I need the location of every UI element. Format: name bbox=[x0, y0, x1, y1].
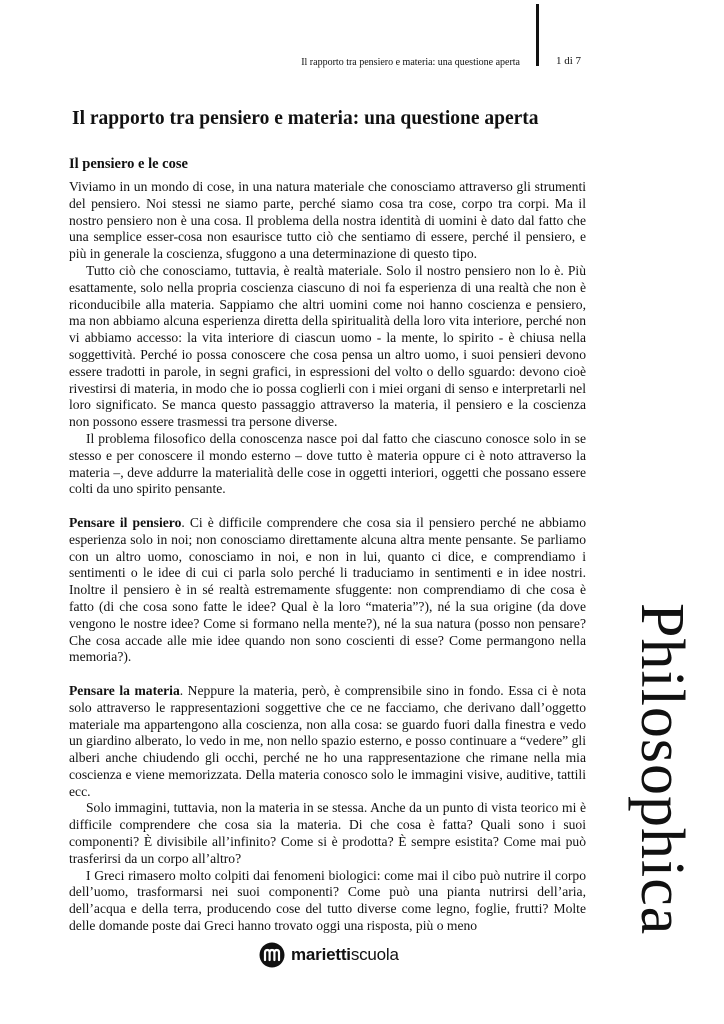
paragraph-pensare-materia bbox=[69, 683, 586, 801]
paragraph-text: . Neppure la materia, però, è comprensibile sino in fondo. Essa ci è nota solo attraverso le rappresentazioni soggettive che ce ne facciamo, che derivano dall’oggetto materiale ma appartengono alla coscienza, non alla cosa: se guardo fuori dalla finestra e vedo un giardino alberato, lo vedo in me, non nello spazio esterno, e posso continuare a “vedere” gli alberi anche chiudendo gli occhi, perché ne ho una rappresentazione che rimane nella mia coscienza e viene memorizzata. Della materia conosco solo le immagini visive, auditive, tattili ecc. bbox=[69, 682, 587, 799]
paragraph-pensare-pensiero bbox=[69, 515, 586, 666]
paragraph-2: Tutto ciò che conosciamo, tuttavia, è realtà materiale. Solo il nostro pensiero non lo è. Più esattamente, solo nella propria coscienza ciascuno di noi fa esperienza di una realtà che non è riconducibile alla materia. Sappiamo che altri uomini come noi hanno coscienza e pensiero, ma non abbiamo alcuna esperienza diretta della spiritualità della loro vita interiore, perché non vi abbiamo accesso: la vita interiore di ciascun uomo - la mente, lo spirito - è chiusa nella soggettività. Perché io possa conoscere che cosa pensa un altro uomo, i suoi pensieri devono essere tradotti in parole, in segni grafici, in espressioni del volto o dello sguardo: devono cioè rivestirsi di materia, in modo che io possa coglierli con i miei organi di senso e interpretarli nel loro significato. Se manca questo passaggio attraverso la materia, il pensiero e la coscienza non possono essere trasmessi tra persone diverse. bbox=[69, 262, 586, 430]
document-title: Il rapporto tra pensiero e materia: una questione aperta bbox=[72, 108, 539, 129]
paragraph-solo-immagini: Solo immagini, tuttavia, non la materia in se stessa. Anche da un punto di vista teorico mi è difficile comprendere che cosa sia la materia. Di che cosa è fatta? Quali sono i suoi componenti? È divisibile all’infinito? Come si è prodotta? È sempre esistita? Come mai può trasferirsi da un corpo all’altro? bbox=[69, 800, 586, 866]
publisher-name-light: scuola bbox=[350, 945, 399, 964]
publisher-name bbox=[291, 945, 399, 965]
paragraph-3: Il problema filosofico della conoscenza nasce poi dal fatto che ciascuno conosce solo in se stesso e per conoscere il mondo esterno – dove tutto è materia oppure ci è noto attraverso la materia –, deve addurre la materialità delle cose in oggetti interiori, oggetti che possano essere colti da uno spirito pensante. bbox=[69, 430, 586, 497]
marietti-m-circle-icon bbox=[259, 942, 285, 968]
paragraph-greci: I Greci rimasero molto colpiti dai fenomeni biologici: come mai il cibo può nutrire il corpo dell’uomo, trasformarsi nei suoi componenti? Come può una pianta nutrirsi dell’aria, dell’acqua e della terra, producendo cose del tutto diverse come legno, foglie, frutti? Molte delle domande poste dai Greci hanno trovato oggi una risposta, più o meno bbox=[69, 867, 586, 934]
publisher-name-bold: marietti bbox=[291, 945, 351, 964]
running-head: Il rapporto tra pensiero e materia: una questione aperta bbox=[301, 57, 520, 68]
section-heading: Il pensiero e le cose bbox=[69, 156, 188, 172]
paragraph-text: . Ci è difficile comprendere che cosa sia il pensiero perché ne abbiamo esperienza solo in noi; non conosciamo direttamente alcuna altra mente pensante. Se parliamo con un altro uomo, conosciamo in noi, e non in lui, quanto ci dice, e comprendiamo i sentimenti o le idee di cui ci parla solo perché li traduciamo in sentimenti e in idee nostri. Inoltre il pensiero è in sé realtà estremamente sfuggente: non comprendiamo di che cosa è fatto (di che cosa sono fatte le idee? Qual è la loro “materia”?), né la sua origine (da dove vengono le nostre idee? Come si formano nella mente?), né la sua natura (posso non pensare? Che cosa accade alle mie idee quando non sono coscienti di esse? Come permangono nella memoria?). bbox=[69, 514, 586, 665]
document-body bbox=[69, 179, 586, 935]
header-vertical-rule bbox=[536, 4, 539, 66]
publisher-logo bbox=[259, 942, 399, 968]
run-in-heading-materia: Pensare la materia bbox=[69, 682, 180, 698]
series-title-vertical: Philosophica bbox=[628, 603, 696, 936]
run-in-heading-pensiero: Pensare il pensiero bbox=[69, 514, 182, 530]
page-number: 1 di 7 bbox=[556, 55, 582, 67]
paragraph-1: Viviamo in un mondo di cose, in una natura materiale che conosciamo attraverso gli strumenti del pensiero. Noi stessi ne siamo parte, perché siamo cosa tra cose, corpo tra corpi. Ma il nostro pensiero non è una cosa. Il problema della nostra identità di uomini è dato dal fatto che una semplice esser-cosa non esaurisce tutto ciò che sentiamo di essere, perché il pensiero, e più in generale la coscienza, sfuggono a una determinazione di questo tipo. bbox=[69, 179, 586, 262]
